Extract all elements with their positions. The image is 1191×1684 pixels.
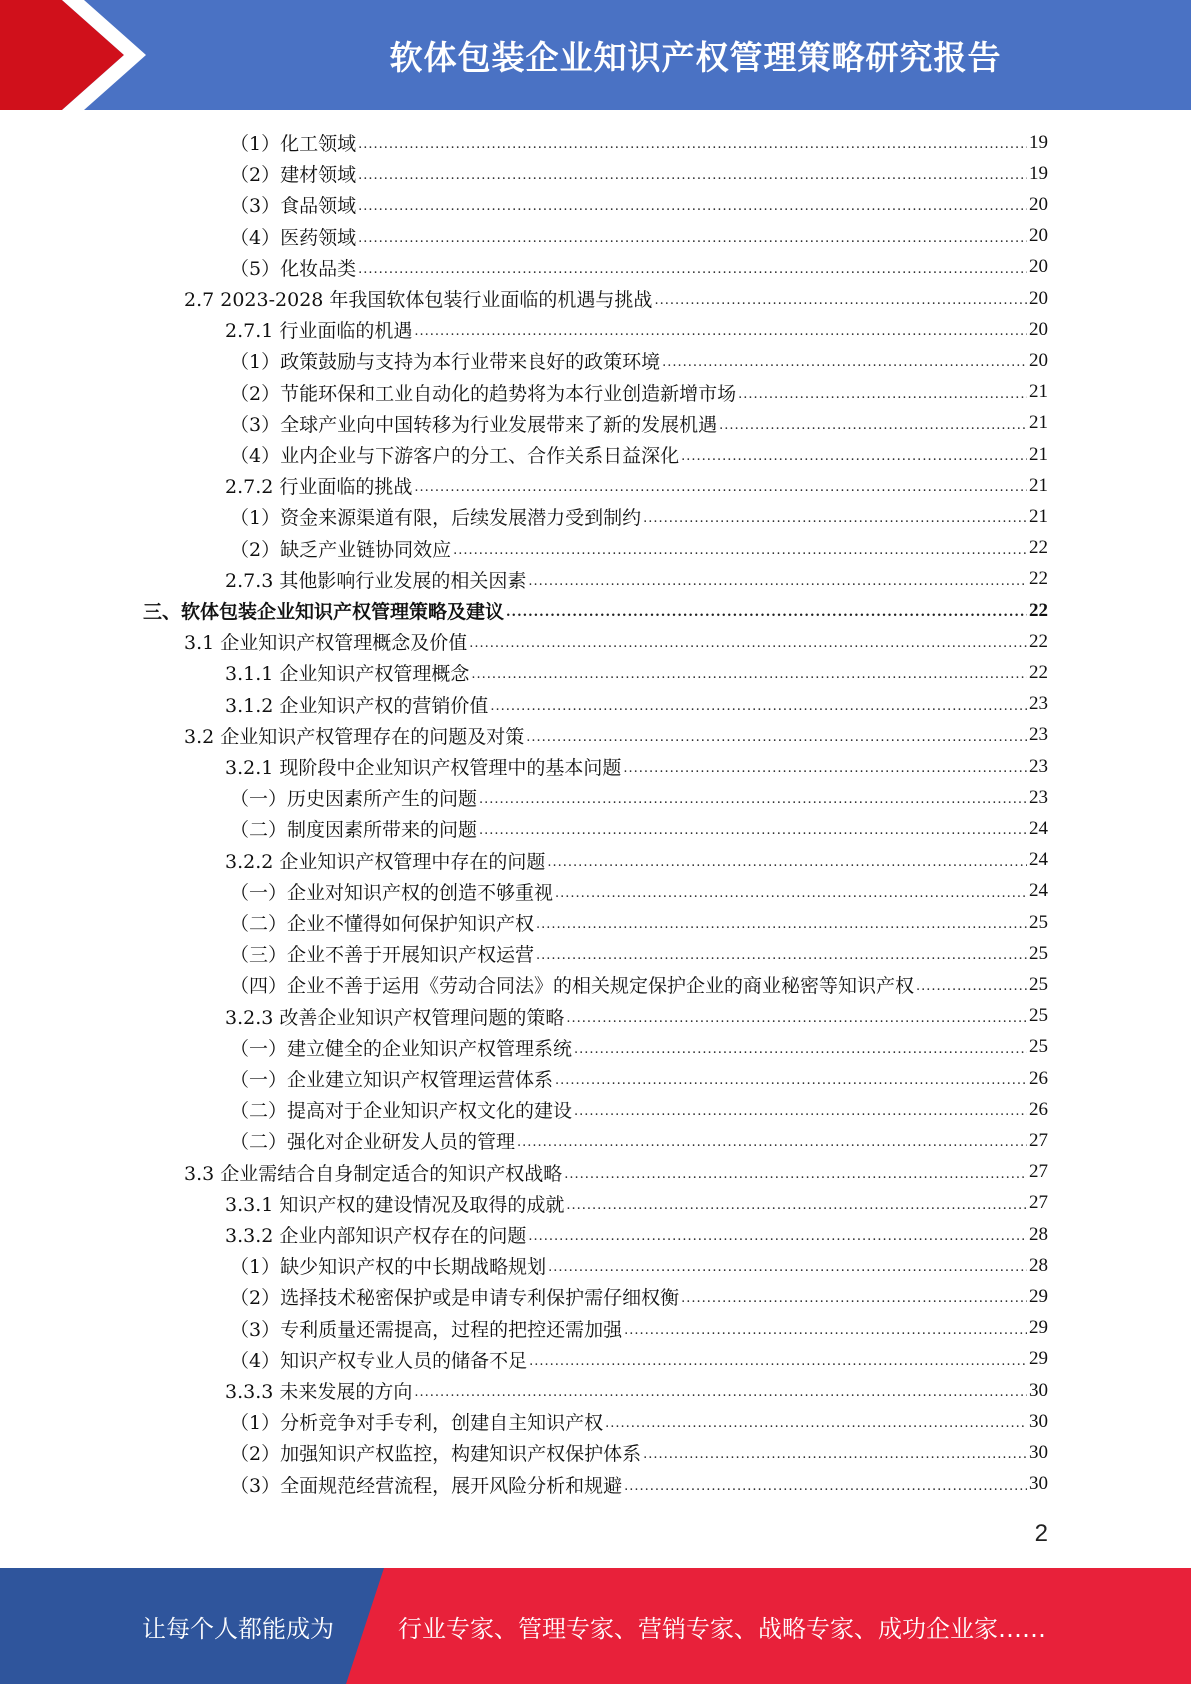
toc-entry[interactable] <box>230 969 1048 1000</box>
footer-slogan-right: 行业专家、管理专家、营销专家、战略专家、成功企业家…… <box>398 1614 1046 1643</box>
toc-entry-label: 2.7.3 其他影响行业发展的相关因素 <box>225 569 527 592</box>
toc-entry-page: 21 <box>1029 474 1048 496</box>
toc-entry[interactable] <box>225 314 1048 345</box>
toc-entry[interactable] <box>230 1469 1048 1500</box>
toc-entry[interactable] <box>230 127 1048 158</box>
toc-entry-page: 21 <box>1029 381 1048 403</box>
toc-entry-page: 20 <box>1029 193 1048 215</box>
toc-entry-label: 3.3.1 知识产权的建设情况及取得的成就 <box>225 1193 565 1216</box>
toc-entry-page: 24 <box>1029 817 1048 839</box>
toc-entry-page: 20 <box>1029 349 1048 371</box>
toc-entry[interactable] <box>230 439 1048 470</box>
footer-banner <box>0 1568 1191 1684</box>
toc-entry-label: （1）政策鼓励与支持为本行业带来良好的政策环境 <box>230 351 661 374</box>
toc-entry[interactable] <box>230 1032 1048 1063</box>
toc-entry[interactable] <box>225 1375 1048 1406</box>
toc-entry-label: 3.3 企业需结合自身制定适合的知识产权战略 <box>184 1162 563 1185</box>
report-title: 软体包装企业知识产权管理策略研究报告 <box>389 37 1002 77</box>
toc-entry[interactable] <box>230 252 1048 283</box>
toc-entry-label: 3.3.3 未来发展的方向 <box>225 1381 413 1403</box>
toc-entry-page: 28 <box>1029 1223 1048 1245</box>
toc-leader-dots <box>528 1229 1027 1244</box>
toc-entry[interactable] <box>225 1188 1048 1219</box>
toc-entry-label: （2）建材领域 <box>230 164 357 187</box>
toc-entry[interactable] <box>230 876 1048 907</box>
toc-entry[interactable] <box>225 1219 1048 1250</box>
toc-leader-dots <box>479 823 1027 838</box>
toc-entry[interactable] <box>230 782 1048 813</box>
toc-leader-dots <box>358 262 1027 277</box>
toc-entry-page: 20 <box>1029 225 1048 247</box>
toc-entry[interactable] <box>230 533 1048 564</box>
toc-leader-dots <box>681 449 1027 464</box>
toc-entry-label: （四）企业不善于运用《劳动合同法》的相关规定保护企业的商业秘密等知识产权 <box>230 975 915 998</box>
toc-entry[interactable] <box>225 845 1048 876</box>
toc-entry-label: 2.7.2 行业面临的挑战 <box>225 476 413 499</box>
toc-entry[interactable] <box>230 1437 1048 1468</box>
toc-entry[interactable] <box>230 377 1048 408</box>
toc-entry[interactable] <box>230 189 1048 220</box>
toc-leader-dots <box>574 1042 1027 1057</box>
toc-entry[interactable] <box>184 1157 1048 1188</box>
toc-leader-dots <box>548 1260 1027 1275</box>
toc-entry-label: （2）加强知识产权监控，构建知识产权保护体系 <box>230 1443 642 1466</box>
toc-leader-dots <box>358 137 1027 152</box>
toc-entry[interactable] <box>225 657 1048 688</box>
toc-entry-page: 30 <box>1029 1441 1048 1463</box>
toc-entry[interactable] <box>143 595 1048 626</box>
toc-entry[interactable] <box>230 1281 1048 1312</box>
toc-entry[interactable] <box>230 408 1048 439</box>
toc-entry[interactable] <box>230 221 1048 252</box>
toc-entry-label: （2）选择技术秘密保护或是申请专利保护需仔细权衡 <box>230 1287 680 1310</box>
toc-leader-dots <box>528 574 1027 589</box>
toc-entry-page: 27 <box>1029 1192 1048 1214</box>
toc-entry-page: 22 <box>1029 537 1048 559</box>
toc-entry-page: 29 <box>1029 1285 1048 1307</box>
toc-leader-dots <box>564 1167 1027 1182</box>
toc-entry[interactable] <box>184 626 1048 657</box>
toc-leader-dots <box>555 1073 1027 1088</box>
toc-entry-label: （4）知识产权专业人员的储备不足 <box>230 1349 528 1372</box>
toc-leader-dots <box>624 1479 1027 1494</box>
toc-entry-label: （3）全面规范经营流程，展开风险分析和规避 <box>230 1474 623 1497</box>
toc-leader-dots <box>547 855 1027 870</box>
toc-leader-dots <box>414 480 1027 495</box>
toc-leader-dots <box>358 199 1027 214</box>
toc-entry-page: 22 <box>1029 599 1048 621</box>
toc-entry[interactable] <box>230 1063 1048 1094</box>
toc-entry-page: 30 <box>1029 1473 1048 1495</box>
toc-entry-label: （2）缺乏产业链协同效应 <box>230 538 452 561</box>
toc-entry-label: （1）分析竞争对手专利，创建自主知识产权 <box>230 1412 604 1435</box>
toc-entry-page: 26 <box>1029 1098 1048 1120</box>
toc-entry-label: （1）缺少知识产权的中长期战略规划 <box>230 1256 547 1279</box>
toc-leader-dots <box>526 730 1027 745</box>
toc-entry-label: （3）食品领域 <box>230 195 357 218</box>
header-banner <box>0 0 1191 110</box>
page-number: 2 <box>1034 1520 1048 1547</box>
toc-entry-page: 19 <box>1029 131 1048 153</box>
toc-leader-dots <box>414 1385 1027 1400</box>
toc-entry-page: 20 <box>1029 256 1048 278</box>
toc-entry-page: 25 <box>1029 942 1048 964</box>
toc-entry-label: （二）提高对于企业知识产权文化的建设 <box>230 1100 573 1123</box>
toc-entry[interactable] <box>225 751 1048 782</box>
toc-leader-dots <box>529 1354 1027 1369</box>
toc-entry[interactable] <box>230 1344 1048 1375</box>
toc-entry-page: 21 <box>1029 443 1048 465</box>
toc-entry-page: 21 <box>1029 505 1048 527</box>
toc-entry-page: 23 <box>1029 724 1048 746</box>
toc-entry-label: （1）资金来源渠道有限，后续发展潜力受到制约 <box>230 507 642 530</box>
toc-leader-dots <box>566 1011 1027 1026</box>
toc-entry[interactable] <box>230 813 1048 844</box>
toc-entry-page: 20 <box>1029 318 1048 340</box>
toc-entry-page: 28 <box>1029 1254 1048 1276</box>
toc-leader-dots <box>719 418 1027 433</box>
toc-entry-label: 3.3.2 企业内部知识产权存在的问题 <box>225 1225 527 1247</box>
toc-entry[interactable] <box>225 470 1048 501</box>
toc-entry[interactable] <box>225 689 1048 720</box>
toc-entry[interactable] <box>230 1125 1048 1156</box>
toc-leader-dots <box>414 324 1027 339</box>
toc-leader-dots <box>574 1104 1027 1119</box>
toc-entry[interactable] <box>184 720 1048 751</box>
toc-entry[interactable] <box>230 1094 1048 1125</box>
toc-entry[interactable] <box>225 1001 1048 1032</box>
toc-entry-label: 3.1.2 企业知识产权的营销价值 <box>225 694 489 717</box>
toc-entry[interactable] <box>230 907 1048 938</box>
toc-entry-label: 3.2.3 改善企业知识产权管理问题的策略 <box>225 1006 565 1029</box>
toc-entry-label: （3）专利质量还需提高，过程的把控还需加强 <box>230 1318 623 1341</box>
toc-leader-dots <box>469 636 1027 651</box>
toc-entry-label: （一）建立健全的企业知识产权管理系统 <box>230 1037 573 1060</box>
toc-leader-dots <box>624 1323 1027 1338</box>
toc-entry[interactable] <box>225 564 1048 595</box>
toc-entry-label: （1）化工领域 <box>230 133 357 155</box>
toc-entry-label: （一）企业建立知识产权管理运营体系 <box>230 1069 554 1091</box>
toc-leader-dots <box>566 1198 1027 1213</box>
toc-entry-label: 3.2.1 现阶段中企业知识产权管理中的基本问题 <box>225 757 622 779</box>
red-chevron-logo <box>0 0 160 110</box>
toc-entry[interactable] <box>184 283 1048 314</box>
toc-entry-page: 23 <box>1029 693 1048 715</box>
toc-leader-dots <box>536 917 1027 932</box>
toc-entry-label: 3.2 企业知识产权管理存在的问题及对策 <box>184 725 525 748</box>
toc-leader-dots <box>490 699 1027 714</box>
toc-entry-label: 3.2.2 企业知识产权管理中存在的问题 <box>225 850 546 873</box>
toc-entry-page: 27 <box>1029 1161 1048 1183</box>
toc-entry-page: 22 <box>1029 630 1048 652</box>
toc-entry-label: （3）全球产业向中国转移为行业发展带来了新的发展机遇 <box>230 413 718 436</box>
toc-entry-label: （5）化妆品类 <box>230 257 357 280</box>
toc-entry-page: 25 <box>1029 911 1048 933</box>
toc-entry-label: （二）制度因素所带来的问题 <box>230 819 478 842</box>
toc-leader-dots <box>506 605 1027 620</box>
toc-leader-dots <box>681 1291 1027 1306</box>
toc-leader-dots <box>517 1135 1027 1150</box>
toc-entry-page: 25 <box>1029 973 1048 995</box>
toc-entry-label: （4）医药领域 <box>230 226 357 249</box>
toc-leader-dots <box>623 761 1027 776</box>
toc-entry-page: 19 <box>1029 162 1048 184</box>
toc-entry-label: （2）节能环保和工业自动化的趋势将为本行业创造新增市场 <box>230 382 737 405</box>
toc-entry-label: 3.1 企业知识产权管理概念及价值 <box>184 632 468 655</box>
toc-entry-page: 23 <box>1029 786 1048 808</box>
toc-entry-label: （二）强化对企业研发人员的管理 <box>230 1131 516 1154</box>
toc-entry-page: 20 <box>1029 287 1048 309</box>
toc-entry-label: 2.7 2023-2028 年我国软体包装行业面临的机遇与挑战 <box>184 289 653 311</box>
toc-entry-page: 22 <box>1029 568 1048 590</box>
toc-entry-page: 29 <box>1029 1317 1048 1339</box>
toc-entry-label: 三、软体包装企业知识产权管理策略及建议 <box>143 601 505 623</box>
toc-leader-dots <box>916 979 1027 994</box>
toc-leader-dots <box>643 511 1027 526</box>
toc-entry[interactable] <box>230 158 1048 189</box>
toc-entry-label: （一）历史因素所产生的问题 <box>230 788 478 811</box>
toc-entry-page: 26 <box>1029 1067 1048 1089</box>
toc-entry[interactable] <box>230 938 1048 969</box>
toc-entry-page: 23 <box>1029 755 1048 777</box>
toc-leader-dots <box>358 231 1027 246</box>
toc-entry-label: 3.1.1 企业知识产权管理概念 <box>225 663 470 686</box>
toc-entry-label: 2.7.1 行业面临的机遇 <box>225 320 413 343</box>
toc-leader-dots <box>605 1416 1027 1431</box>
toc-leader-dots <box>471 667 1027 682</box>
toc-leader-dots <box>358 168 1027 183</box>
toc-entry-label: （二）企业不懂得如何保护知识产权 <box>230 913 535 935</box>
toc-entry[interactable] <box>230 345 1048 376</box>
toc-leader-dots <box>738 387 1027 402</box>
toc-entry-label: （三）企业不善于开展知识产权运营 <box>230 944 535 967</box>
toc-leader-dots <box>662 355 1027 370</box>
toc-leader-dots <box>536 948 1027 963</box>
toc-leader-dots <box>555 886 1027 901</box>
toc-entry-page: 29 <box>1029 1348 1048 1370</box>
toc-leader-dots <box>453 543 1027 558</box>
toc-entry[interactable] <box>230 1406 1048 1437</box>
toc-leader-dots <box>643 1447 1027 1462</box>
footer-slogan-left: 让每个人都能成为 <box>142 1614 334 1643</box>
toc-entry[interactable] <box>230 501 1048 532</box>
toc-entry-label: （4）业内企业与下游客户的分工、合作关系日益深化 <box>230 445 680 467</box>
toc-entry-page: 22 <box>1029 661 1048 683</box>
toc-entry-page: 21 <box>1029 412 1048 434</box>
toc-entry[interactable] <box>230 1250 1048 1281</box>
toc-leader-dots <box>479 792 1027 807</box>
toc-entry-label: （一）企业对知识产权的创造不够重视 <box>230 881 554 904</box>
toc-entry-page: 30 <box>1029 1379 1048 1401</box>
toc-entry-page: 24 <box>1029 880 1048 902</box>
toc-leader-dots <box>654 293 1027 308</box>
toc-entry-page: 27 <box>1029 1129 1048 1151</box>
toc-entry-page: 24 <box>1029 849 1048 871</box>
toc-entry-page: 25 <box>1029 1036 1048 1058</box>
toc-entry[interactable] <box>230 1313 1048 1344</box>
toc-entry-page: 30 <box>1029 1410 1048 1432</box>
toc-entry-page: 25 <box>1029 1005 1048 1027</box>
